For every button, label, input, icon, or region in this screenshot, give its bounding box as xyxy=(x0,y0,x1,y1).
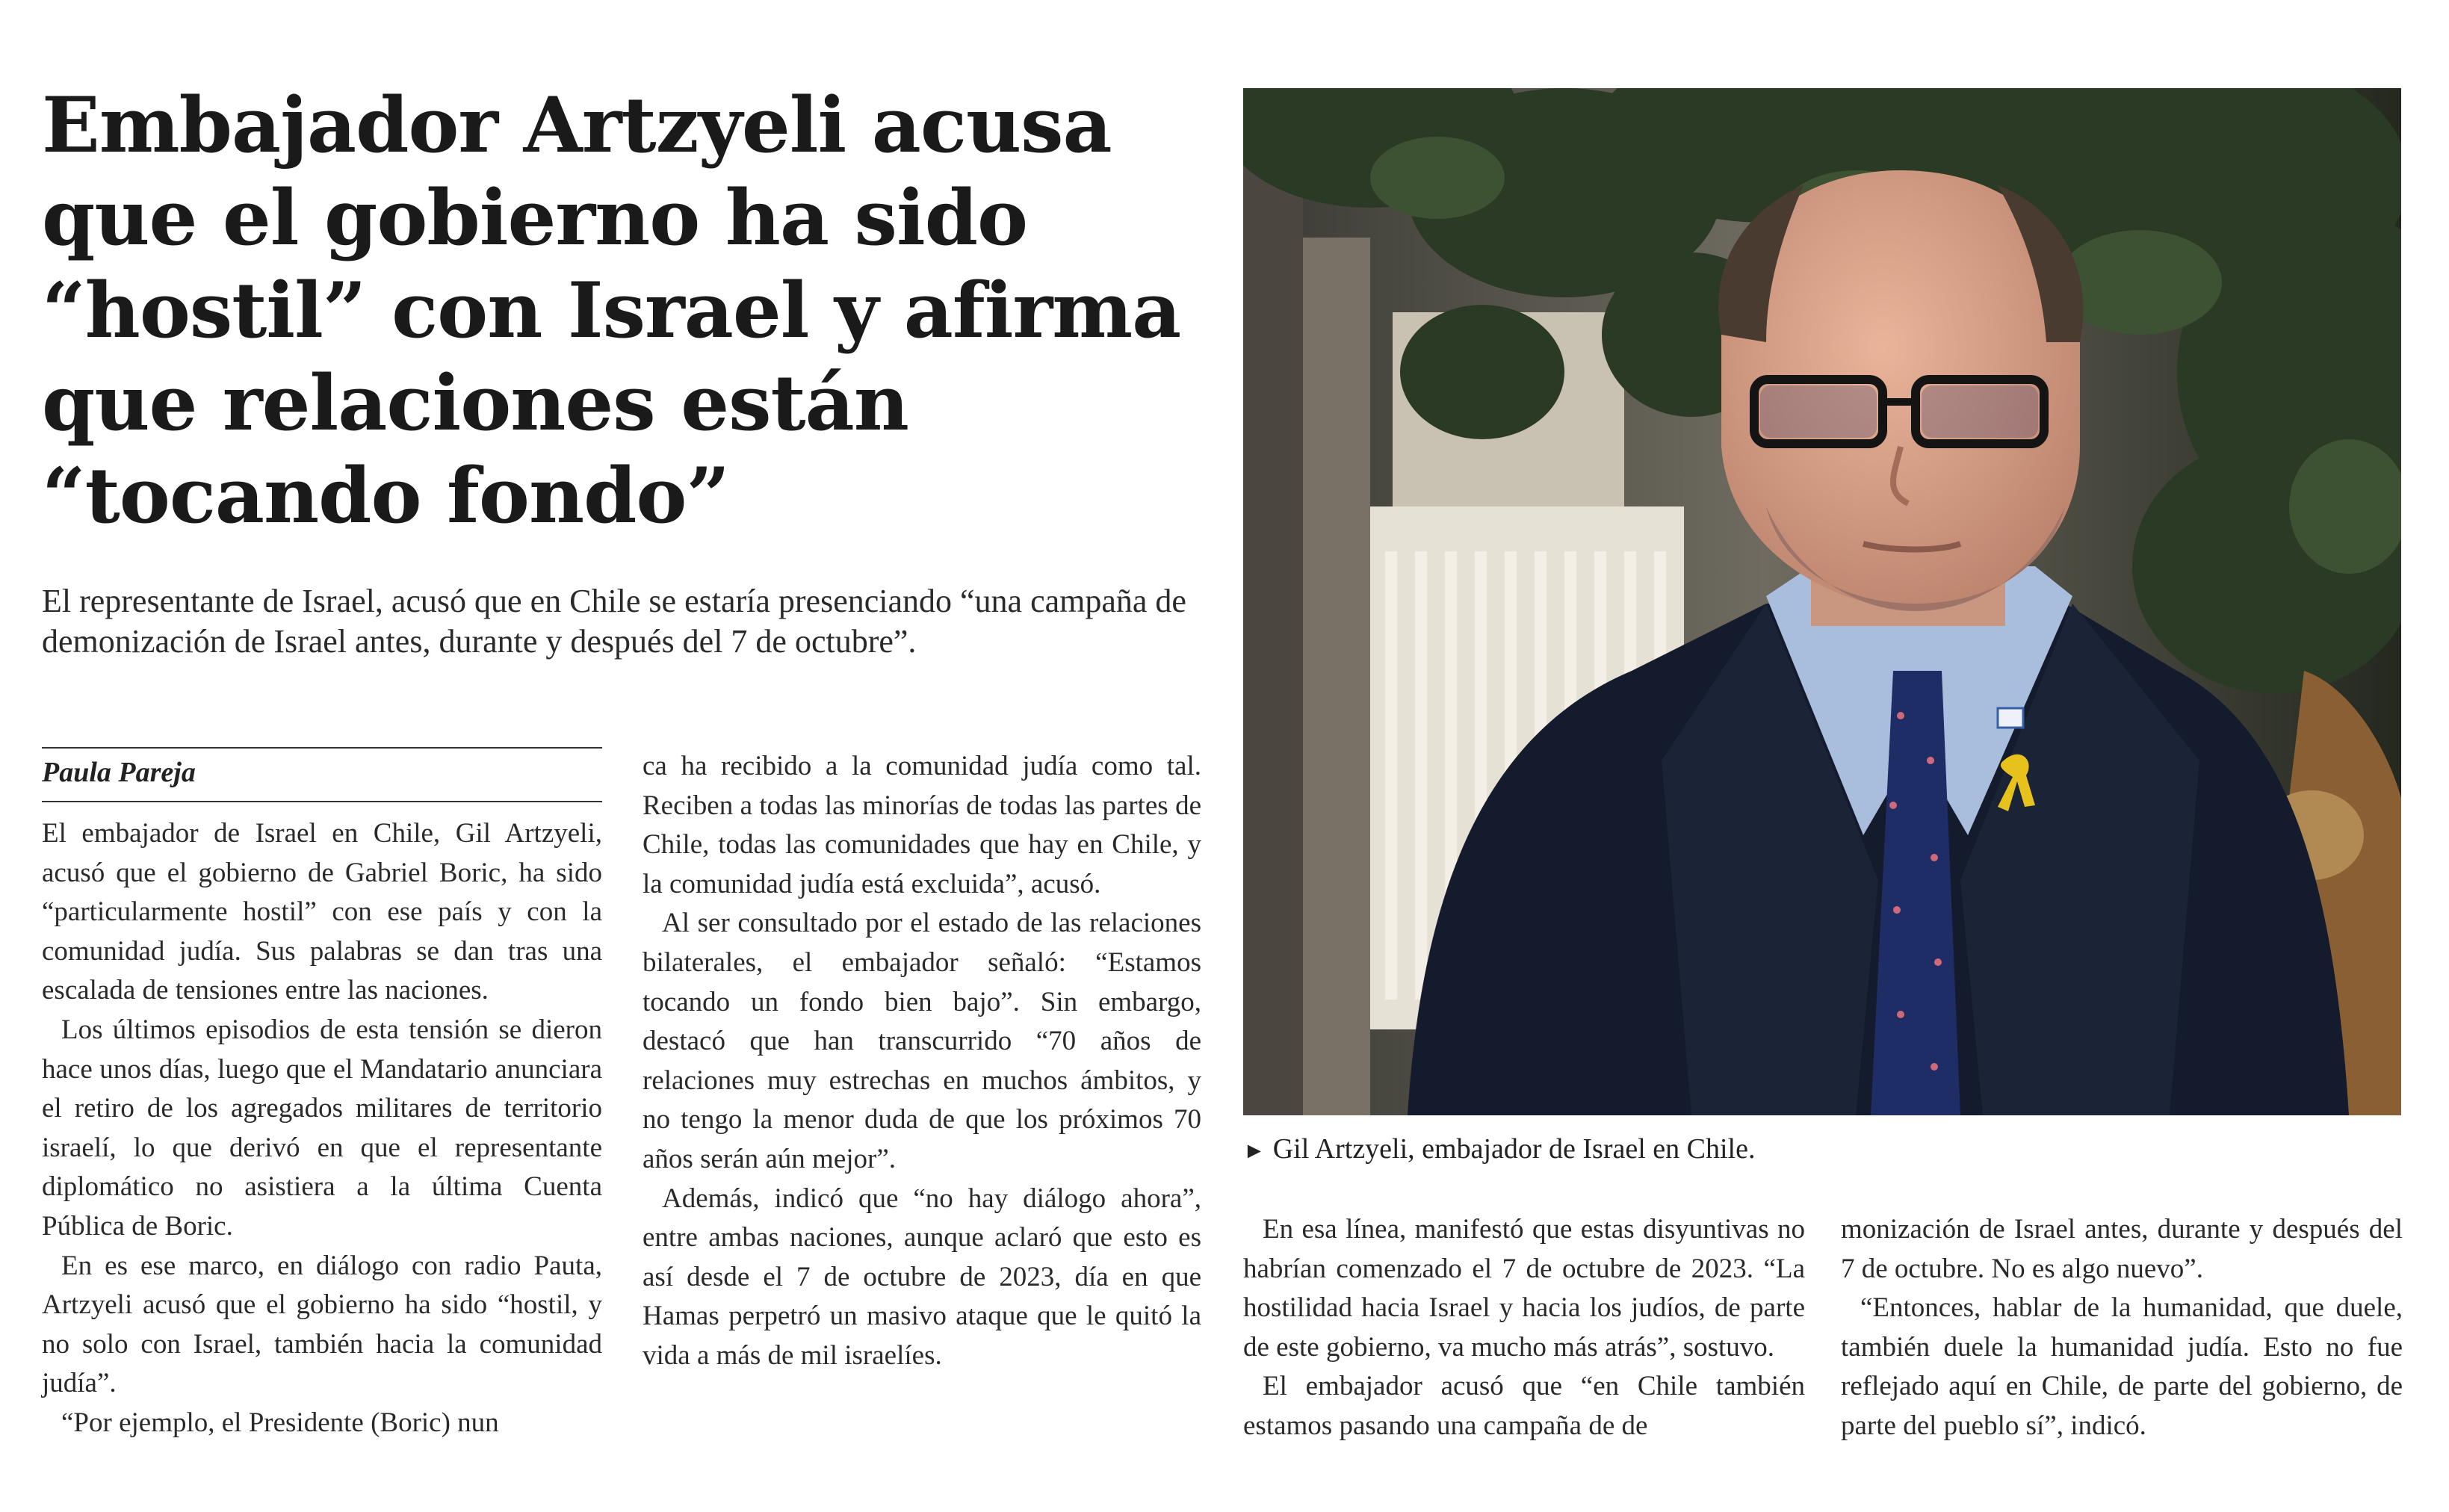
paragraph: monización de Israel antes, durante y después del 7 de octubre. No es algo nuevo”. xyxy=(1841,1214,2403,1284)
paragraph: En esa línea, manifestó que estas disyuntivas no habrían comenzado el 7 de octubre de 2023. “La hostilidad hacia Israel y hacia los judíos, de parte de este gobierno, va mucho más atrás”, sostuvo. xyxy=(1243,1214,1805,1363)
paragraph: Los últimos episodios de esta tensión se dieron hace unos días, luego que el Mandatario anunciara el retiro de los agregados militares de territorio israelí, lo que derivó en que el representante diplomático no asistiera a la última Cuenta Pública de Boric. xyxy=(42,1014,602,1242)
paragraph: Al ser consultado por el estado de las relaciones bilaterales, el embajador señaló: “Estamos tocando un fondo bien bajo”. Sin embargo, destacó que han transcurrido “70 años de relaciones muy estrechas en muchos ámbitos, y no tengo la menor duda de que los próximos 70 años serán aún mejor”. xyxy=(643,908,1201,1174)
ambassador-photo xyxy=(1243,88,2401,1115)
paragraph: ca ha recibido a la comunidad judía como tal. Reciben a todas las minorías de todas las partes de Chile, todas las comunidades que hay en Chile, y la comunidad judía está excluida”, acusó. xyxy=(643,751,1201,899)
subheadline: El representante de Israel, acusó que en Chile se estaría presenciando “una campaña de demonización de Israel antes, durante y después del 7 de octubre”. xyxy=(42,583,1186,660)
article-column-2 xyxy=(643,747,1201,1376)
article-column-1 xyxy=(42,814,602,1443)
photo-caption xyxy=(1243,1131,2409,1169)
headline: Embajador Artzyeli acusa que el gobierno ha sido “hostil” con Israel y afirma que relaciones están “tocando fondo” xyxy=(42,81,1181,541)
paragraph: “Por ejemplo, el Presidente (Boric) nun xyxy=(61,1407,499,1438)
photo-caption-text: Gil Artzyeli, embajador de Israel en Chile. xyxy=(1272,1133,1756,1165)
ambassador-photo-illustration xyxy=(1243,88,2401,1115)
byline-rule-bottom xyxy=(42,801,602,802)
byline-rule-top xyxy=(42,747,602,749)
byline: Paula Pareja xyxy=(42,757,196,788)
paragraph: En es ese marco, en diálogo con radio Pauta, Artzyeli acusó que el gobierno ha sido “hostil, y no solo con Israel, también hacia la comunidad judía”. xyxy=(42,1250,602,1399)
article-column-4 xyxy=(1841,1210,2403,1446)
paragraph: El embajador acusó que “en Chile también estamos pasando una campaña de de xyxy=(1243,1371,1805,1441)
article-column-3 xyxy=(1243,1210,1805,1446)
caption-arrow-icon: ► xyxy=(1243,1138,1266,1163)
paragraph: El embajador de Israel en Chile, Gil Artzyeli, acusó que el gobierno de Gabriel Boric, ha sido “particularmente hostil” con ese país y con la comunidad judía. Sus palabras se dan tras una escalada de tensiones entre las naciones. xyxy=(42,818,602,1006)
paragraph: Además, indicó que “no hay diálogo ahora”, entre ambas naciones, aunque aclaró que esto es así desde el 7 de octubre de 2023, día en que Hamas perpetró un masivo ataque que le quitó la vida a más de mil israelíes. xyxy=(643,1183,1201,1371)
paragraph: “Entonces, hablar de la humanidad, que duele, también duele la humanidad judía. Esto no fue reflejado aquí en Chile, de parte del gobierno, de parte del pueblo sí”, indicó. xyxy=(1841,1292,2403,1441)
